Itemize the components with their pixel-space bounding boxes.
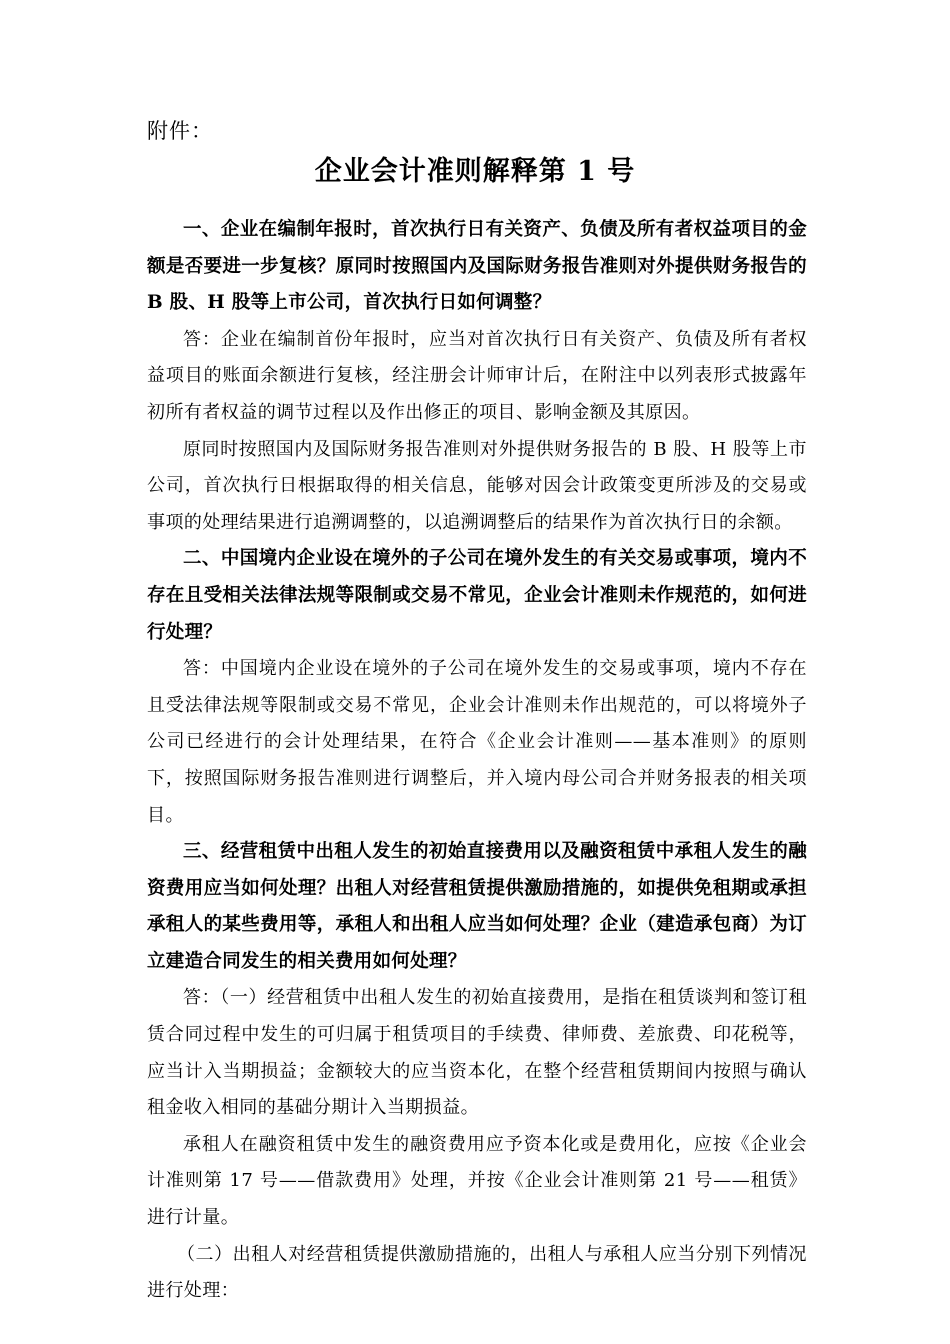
document-title: 企业会计准则解释第 1 号 <box>314 156 636 187</box>
question-paragraph-2: 二、中国境内企业设在境外的子公司在境外发生的有关交易或事项，境内不存在且受相关法律法规等限制或交易不常见，企业会计准则未作规范的，如何进行处理？ <box>147 548 807 643</box>
attachment-label: 附件： <box>147 119 213 143</box>
answer-paragraph-3: 答：（一）经营租赁中出租人发生的初始直接费用，是指在租赁谈判和签订租赁合同过程中发生的可归属于租赁项目的手续费、律师费、差旅费、印花税等，应当计入当期损益；金额较大的应当资本化，在整个经营租赁期间内按照与确认租金收入相同的基础分期计入当期损益。 <box>147 987 807 1119</box>
answer-paragraph-1: 答：企业在编制首份年报时，应当对首次执行日有关资产、负债及所有者权益项目的账面余额进行复核，经注册会计师审计后，在附注中以列表形式披露年初所有者权益的调节过程以及作出修正的项目、影响金额及其原因。 <box>147 328 807 423</box>
document-body <box>147 212 807 1310</box>
question-paragraph-3: 三、经营租赁中出租人发生的初始直接费用以及融资租赁中承租人发生的融资费用应当如何处理？出租人对经营租赁提供激励措施的，如提供免租期或承担承租人的某些费用等，承租人和出租人应当如何处理？企业（建造承包商）为订立建造合同发生的相关费用如何处理？ <box>147 841 807 972</box>
answer-paragraph-2: 答：中国境内企业设在境外的子公司在境外发生的交易或事项，境内不存在且受法律法规等限制或交易不常见，企业会计准则未作出规范的，可以将境外子公司已经进行的会计处理结果，在符合《企业会计准则——基本准则》的原则下，按照国际财务报告准则进行调整后，并入境内母公司合并财务报表的相关项目。 <box>147 658 807 826</box>
question-paragraph-1: 一、企业在编制年报时，首次执行日有关资产、负债及所有者权益项目的金额是否要进一步复核？原同时按照国内及国际财务报告准则对外提供财务报告的 B 股、H 股等上市公司，首次执行日如何调整？ <box>147 219 807 314</box>
answer-paragraph-3b: 承租人在融资租赁中发生的融资费用应予资本化或是费用化，应按《企业会计准则第 17 号——借款费用》处理，并按《企业会计准则第 21 号——租赁》进行计量。 <box>147 1133 807 1229</box>
answer-paragraph-3c: （二）出租人对经营租赁提供激励措施的，出租人与承租人应当分别下列情况进行处理： <box>147 1243 807 1302</box>
answer-paragraph-1b: 原同时按照国内及国际财务报告准则对外提供财务报告的 B 股、H 股等上市公司，首次执行日根据取得的相关信息，能够对因会计政策变更所涉及的交易或事项的处理结果进行追溯调整的，以追溯调整后的结果作为首次执行日的余额。 <box>147 438 807 533</box>
